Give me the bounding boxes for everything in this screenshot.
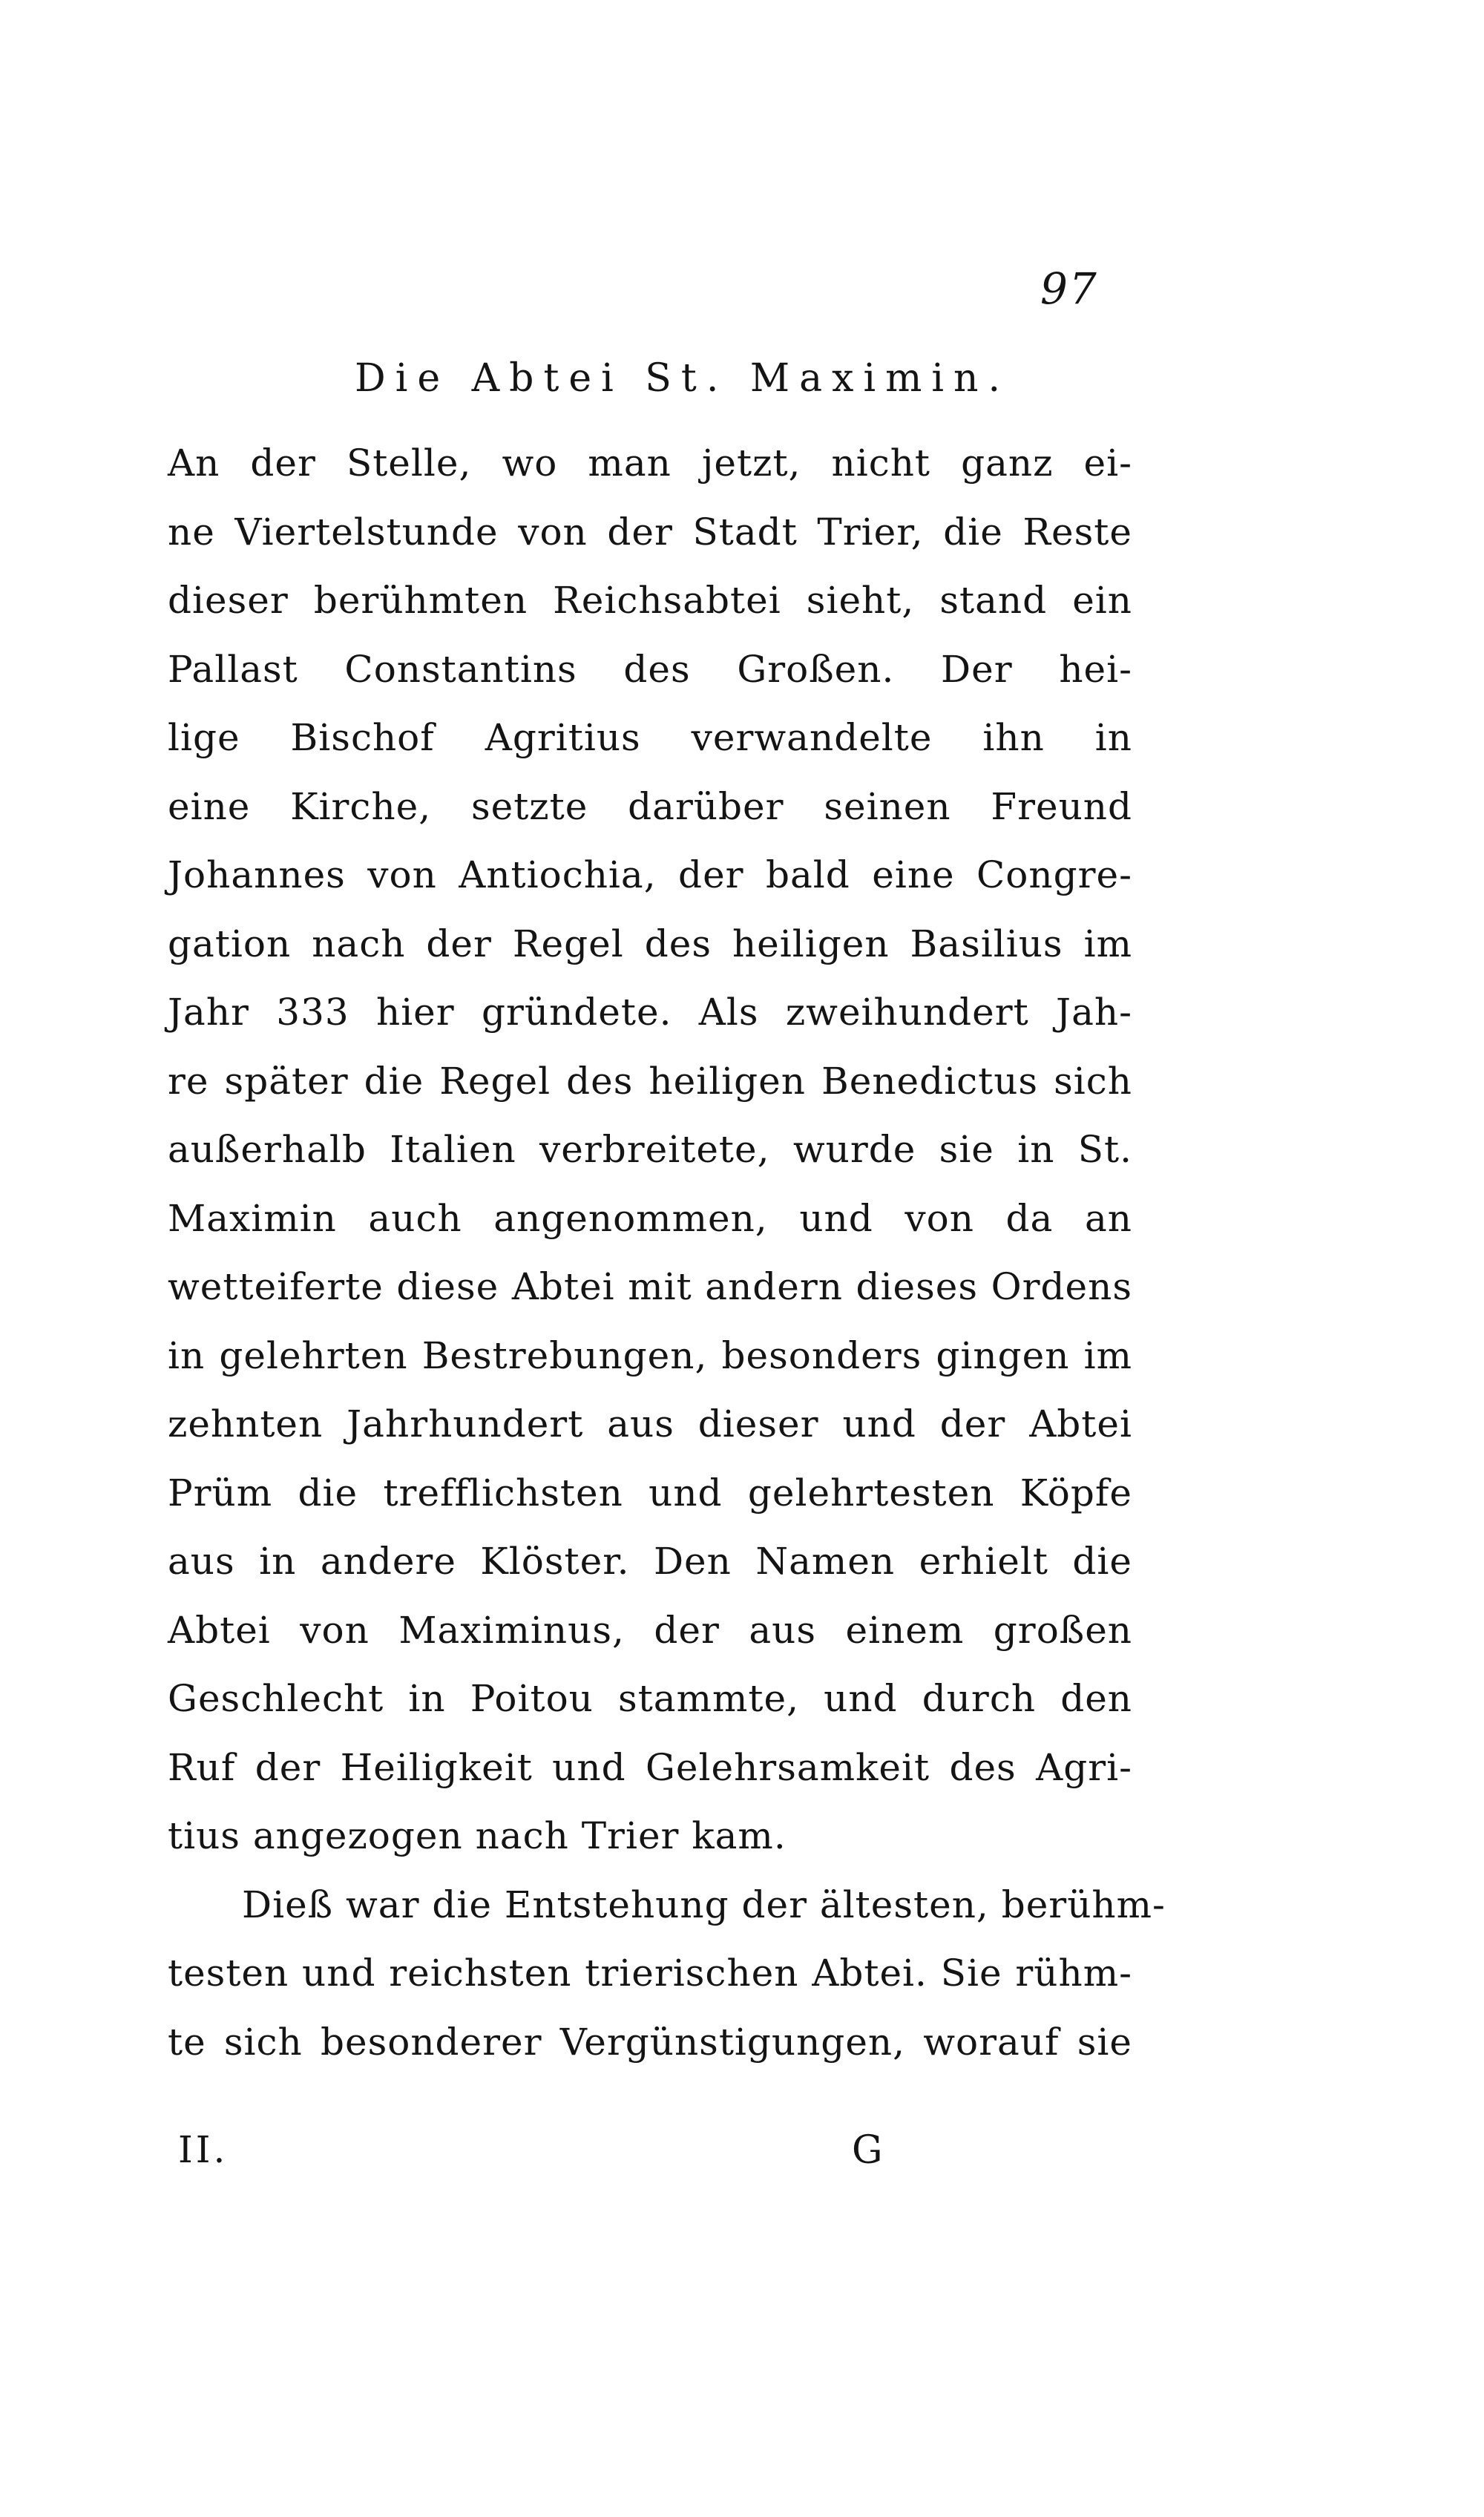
text-line: Geschlecht in Poitou stammte, und durch den [168, 1677, 1132, 1720]
text-line: eine Kirche, setzte darüber seinen Freund [168, 784, 1132, 828]
signature-mark-right: G [852, 2128, 883, 2173]
text-line: Maximin auch angenommen, und von da an [168, 1196, 1132, 1240]
text-line: ne Viertelstunde von der Stadt Trier, die Reste [168, 510, 1132, 554]
text-line: zehnten Jahrhundert aus dieser und der Abtei [168, 1402, 1132, 1445]
text-line: Dieß war die Entstehung der ältesten, berühm- [242, 1883, 1166, 1926]
text-line: re später die Regel des heiligen Benedictus sich [168, 1059, 1132, 1103]
text-line: Ruf der Heiligkeit und Gelehrsamkeit des Agri- [168, 1745, 1132, 1789]
page-number: 97 [1040, 263, 1098, 314]
text-line: gation nach der Regel des heiligen Basilius im [168, 922, 1132, 965]
text-line: außerhalb Italien verbreitete, wurde sie in St. [168, 1128, 1132, 1171]
text-line: Jahr 333 hier gründete. Als zweihundert Jah- [168, 991, 1132, 1034]
chapter-heading: Die Abtei St. Maximin. [355, 356, 1011, 401]
text-line: testen und reichsten trierischen Abtei. Sie rühm- [168, 1952, 1132, 1995]
body-text [168, 429, 1166, 2076]
text-line: lige Bischof Agritius verwandelte ihn in [168, 716, 1132, 759]
text-line: tius angezogen nach Trier kam. [168, 1814, 787, 1857]
signature-mark-left: II. [178, 2128, 229, 2171]
text-line: dieser berühmten Reichsabtei sieht, stand ein [168, 579, 1132, 622]
text-line: in gelehrten Bestrebungen, besonders gingen im [168, 1333, 1132, 1377]
text-line: wetteiferte diese Abtei mit andern dieses Ordens [168, 1265, 1132, 1308]
text-line: An der Stelle, wo man jetzt, nicht ganz ei- [168, 442, 1132, 485]
text-line: Pallast Constantins des Großen. Der hei- [168, 647, 1132, 691]
text-line: Prüm die trefflichsten und gelehrtesten Köpfe [168, 1471, 1132, 1515]
text-line: Abtei von Maximinus, der aus einem großen [168, 1608, 1132, 1652]
text-line: aus in andere Klöster. Den Namen erhielt die [168, 1540, 1132, 1583]
text-line: Johannes von Antiochia, der bald eine Congre- [168, 853, 1132, 896]
text-line: te sich besonderer Vergünstigungen, worauf sie [168, 2020, 1132, 2064]
